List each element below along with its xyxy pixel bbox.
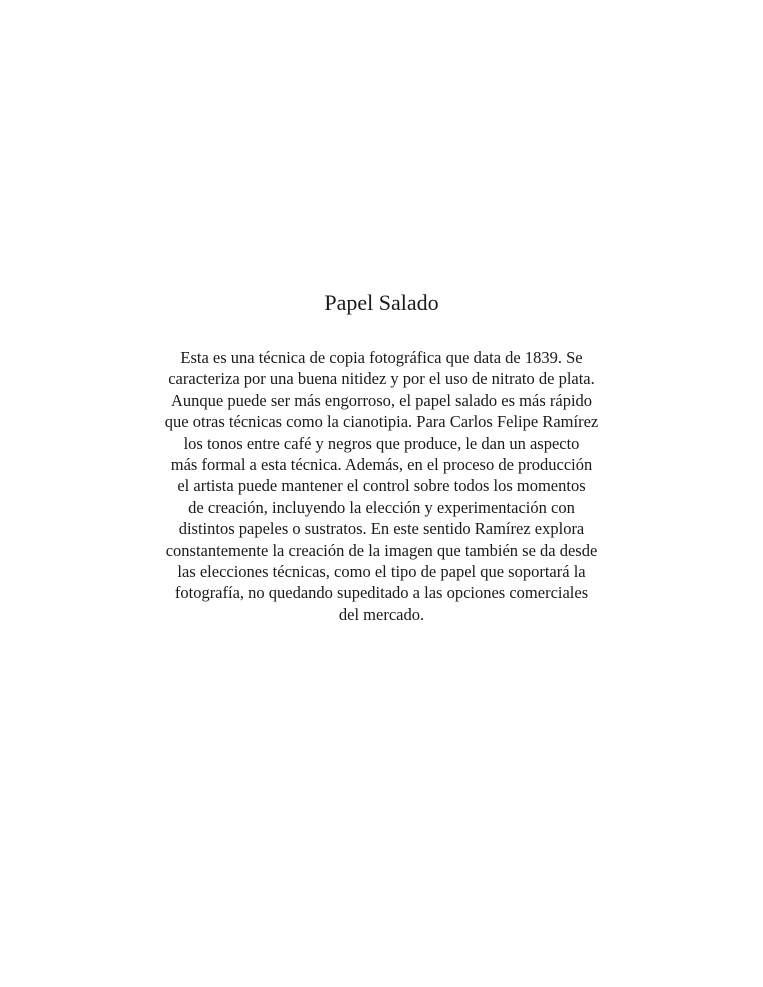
paragraph-line: que otras técnicas como la cianotipia. Para Carlos Felipe Ramírez (164, 412, 599, 432)
paragraph-line: fotografía, no quedando supeditado a las opciones comerciales (174, 583, 589, 603)
paragraph-line: las elecciones técnicas, como el tipo de papel que soportará la (177, 562, 586, 582)
paragraph-line: constantemente la creación de la imagen que también se da desde (165, 540, 598, 560)
paragraph-line: de creación, incluyendo la elección y experimentación con (188, 497, 575, 517)
body-paragraph (150, 347, 613, 625)
paragraph-line: Aunque puede ser más engorroso, el papel salado es más rápido (170, 390, 593, 410)
page-title: Papel Salado (324, 290, 439, 315)
paragraph-line: caracteriza por una buena nitidez y por el uso de nitrato de plata. (168, 369, 595, 389)
paragraph-line: más formal a esta técnica. Además, en el proceso de producción (170, 455, 593, 475)
paragraph-line: del mercado. (338, 604, 425, 624)
paragraph-line: el artista puede mantener el control sobre todos los momentos (177, 476, 586, 496)
paragraph-line: los tonos entre café y negros que produce, le dan un aspecto (183, 433, 580, 453)
paragraph-line: Esta es una técnica de copia fotográfica que data de 1839. Se (180, 348, 583, 367)
paragraph-line: distintos papeles o sustratos. En este sentido Ramírez explora (178, 519, 585, 539)
